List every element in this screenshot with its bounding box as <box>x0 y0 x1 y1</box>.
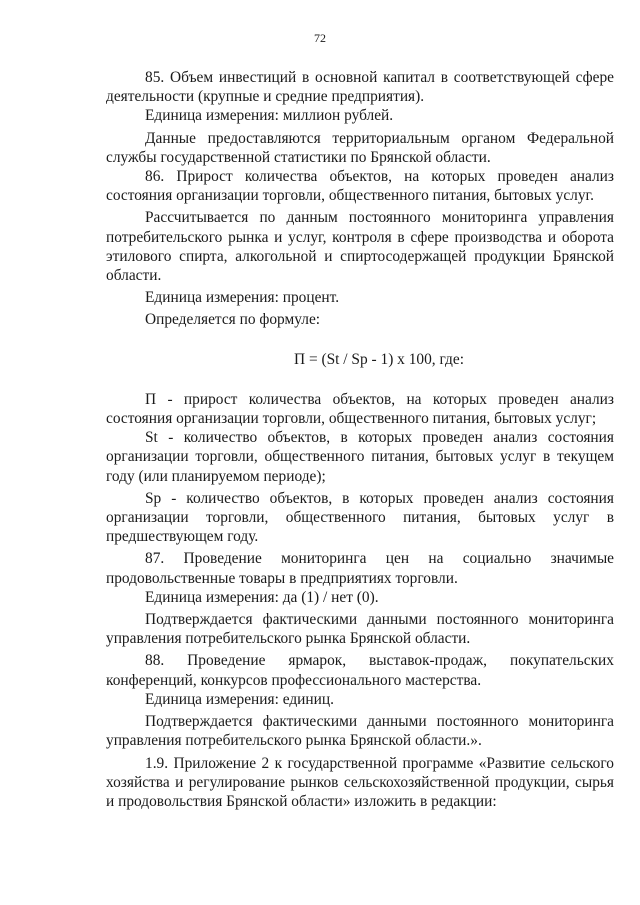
paragraph-confirm-88: Подтверждается фактическими данными постоянного мониторинга управления потребительского рынка Брянской области.». <box>106 713 614 750</box>
paragraph-calc-86: Рассчитывается по данным постоянного мониторинга управления потребительского рынка и услуг, контроля в сфере производства и оборота этилового спирта, алкогольной и спиртосодержащей продукции Брянской области. <box>106 209 614 285</box>
paragraph-def-st: St - количество объектов, в которых проведен анализ состояния организации торговли, общественного питания, бытовых услуг в текущем году (или планируемом периоде); <box>106 429 614 485</box>
paragraph-unit-88: Единица измерения: единиц. <box>145 690 334 708</box>
formula: П = (St / Sp - 1) x 100, где: <box>294 350 464 368</box>
page-number: 72 <box>314 31 326 45</box>
paragraph-item-1-9: 1.9. Приложение 2 к государственной программе «Развитие сельского хозяйства и регулирование рынков сельскохозяйственной продукции, сырья и продовольствия Брянской области» изложить в редакции: <box>106 754 614 810</box>
paragraph-item-87: 87. Проведение мониторинга цен на социально значимые продовольственные товары в предприятиях торговли. <box>106 550 614 587</box>
paragraph-unit-85: Единица измерения: миллион рублей. <box>145 107 394 125</box>
paragraph-unit-87: Единица измерения: да (1) / нет (0). <box>145 588 379 606</box>
paragraph-formula-intro: Определяется по формуле: <box>145 311 321 329</box>
paragraph-unit-86: Единица измерения: процент. <box>145 289 340 307</box>
paragraph-def-p: П - прирост количества объектов, на которых проведен анализ состояния организации торговли, общественного питания, бытовых услуг; <box>106 390 614 428</box>
document-body <box>106 68 614 811</box>
paragraph-item-88: 88. Проведение ярмарок, выставок-продаж, покупательских конференций, конкурсов профессионального мастерства. <box>106 652 614 689</box>
paragraph-item-85: 85. Объем инвестиций в основной капитал в соответствующей сфере деятельности (крупные и средние предприятия). <box>106 69 614 106</box>
paragraph-confirm-87: Подтверждается фактическими данными постоянного мониторинга управления потребительского рынка Брянской области. <box>106 611 614 648</box>
paragraph-source-85: Данные предоставляются территориальным органом Федеральной службы государственной статистики по Брянской области. <box>106 129 614 166</box>
paragraph-item-86: 86. Прирост количества объектов, на которых проведен анализ состояния организации торговли, общественного питания, бытовых услуг. <box>106 168 614 205</box>
paragraph-def-sp: Sp - количество объектов, в которых проведен анализ состояния организации торговли, общественного питания, бытовых услуг в предшествующем году. <box>106 489 614 546</box>
